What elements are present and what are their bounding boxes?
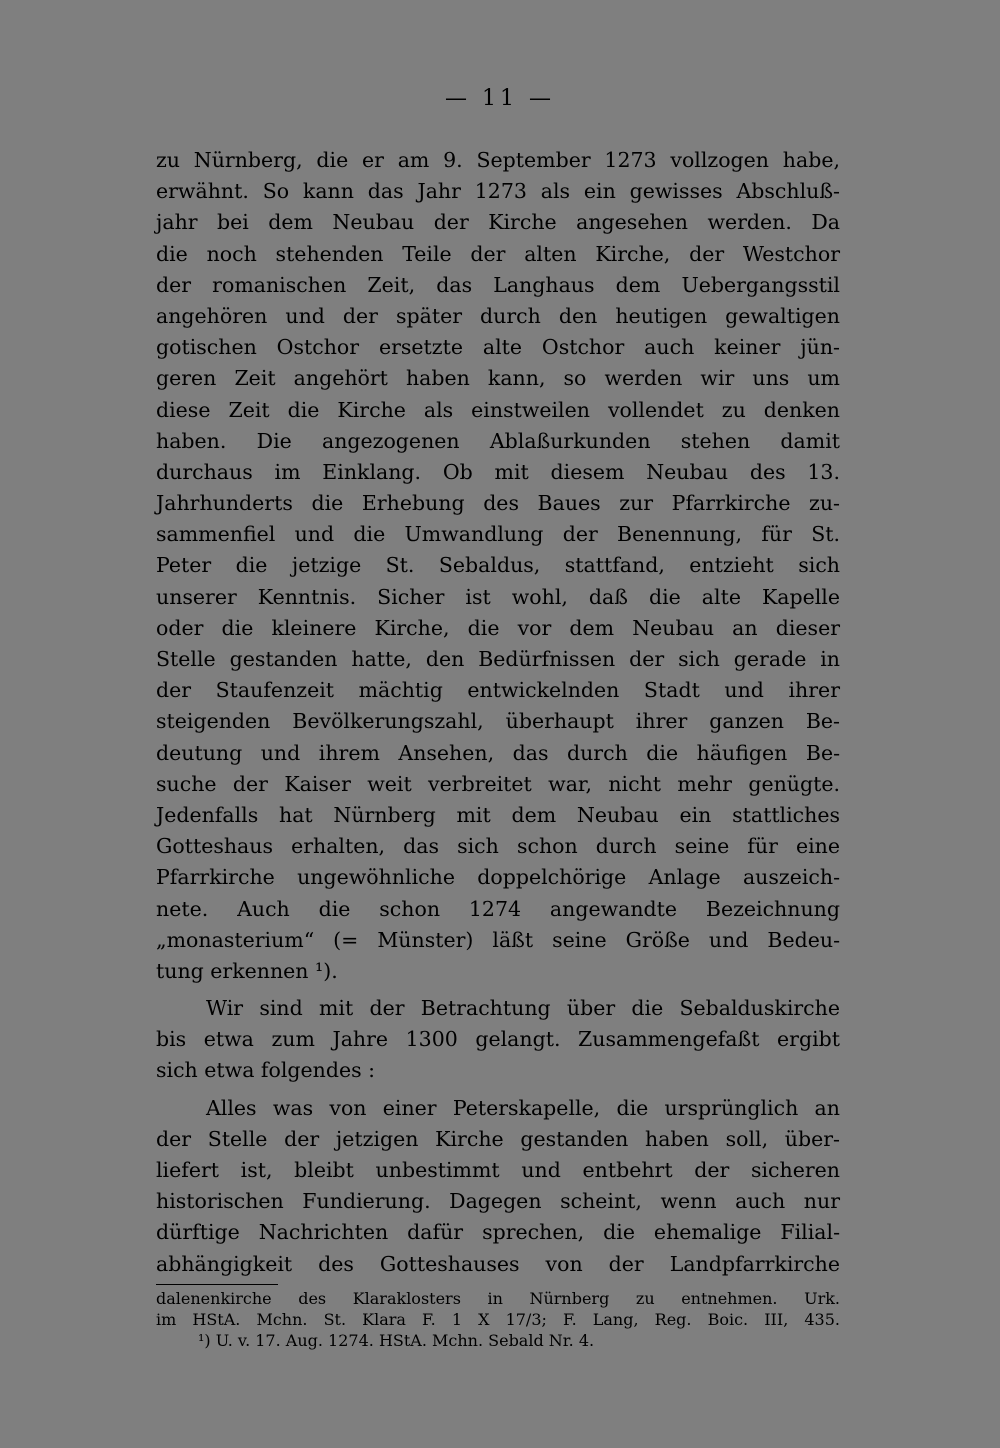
text-line: Wir sind mit der Betrachtung über die Sebalduskirche [206,996,840,1021]
text-line: suche der Kaiser weit verbreitet war, nicht mehr genügte. [156,771,840,796]
text-line: gotischen Ostchor ersetzte alte Ostchor auch keiner jün- [156,335,840,360]
text-line: der Stelle der jetzigen Kirche gestanden haben soll, über- [156,1126,840,1151]
text-line: Gotteshaus erhalten, das sich schon durch seine für eine [156,834,840,859]
footnote-divider [156,1284,278,1285]
footnote-line: ¹) U. v. 17. Aug. 1274. HStA. Mchn. Sebald Nr. 4. [198,1331,595,1350]
text-line: dürftige Nachrichten dafür sprechen, die ehemalige Filial- [156,1220,840,1245]
text-line: geren Zeit angehört haben kann, so werden wir uns um [156,366,840,391]
text-line: der romanischen Zeit, das Langhaus dem Uebergangsstil [156,272,840,297]
text-line: abhängigkeit des Gotteshauses von der Landpfarrkirche [156,1251,840,1276]
text-line: zu Nürnberg, die er am 9. September 1273 vollzogen habe, [156,148,840,172]
text-line: diese Zeit die Kirche als einstweilen vollendet zu denken [156,397,840,422]
paragraph-3 [156,1093,840,1280]
footnote-line: dalenenkirche des Klaraklosters in Nürnberg zu entnehmen. Urk. [156,1289,840,1308]
text-line: bis etwa zum Jahre 1300 gelangt. Zusammengefaßt ergibt [156,1027,840,1052]
text-line: historischen Fundierung. Dagegen scheint, wenn auch nur [156,1189,840,1214]
text-line: tung erkennen ¹). [156,958,338,983]
text-line: sammenfiel und die Umwandlung der Benennung, für St. [156,522,840,547]
text-line: angehören und der später durch den heutigen gewaltigen [156,303,840,328]
paragraph-2 [156,993,840,1087]
text-line: unserer Kenntnis. Sicher ist wohl, daß die alte Kapelle [156,584,840,609]
text-line: „monasterium“ (= Münster) läßt seine Größe und Bedeu- [156,927,840,952]
text-line: nete. Auch die schon 1274 angewandte Bezeichnung [156,896,840,921]
text-line: die noch stehenden Teile der alten Kirche, der Westchor [156,241,840,266]
text-line: deutung und ihrem Ansehen, das durch die häufigen Be- [156,740,840,765]
text-line: Peter die jetzige St. Sebaldus, stattfand, entzieht sich [156,553,840,578]
text-line: Jahrhunderts die Erhebung des Baues zur Pfarrkirche zu- [156,491,840,516]
text-line: Pfarrkirche ungewöhnliche doppelchörige Anlage auszeich- [156,865,840,890]
text-line: Alles was von einer Peterskapelle, die ursprünglich an [206,1095,840,1120]
text-line: steigenden Bevölkerungszahl, überhaupt ihrer ganzen Be- [156,709,840,734]
text-line: oder die kleinere Kirche, die vor dem Neubau an dieser [156,615,840,640]
text-line: jahr bei dem Neubau der Kirche angesehen werden. Da [156,210,840,235]
text-line: liefert ist, bleibt unbestimmt und entbehrt der sicheren [156,1158,840,1182]
paragraph-1 [156,145,840,987]
text-line: Jedenfalls hat Nürnberg mit dem Neubau ein stattliches [156,802,840,827]
main-text [156,145,840,1280]
text-line: der Staufenzeit mächtig entwickelnden Stadt und ihrer [156,678,840,703]
text-line: sich etwa folgendes : [156,1058,376,1083]
text-line: Stelle gestanden hatte, den Bedürfnissen der sich gerade in [156,647,840,671]
text-line: erwähnt. So kann das Jahr 1273 als ein gewisses Abschluß- [156,179,840,204]
text-line: durchaus im Einklang. Ob mit diesem Neubau des 13. [156,459,840,484]
footnotes [156,1288,840,1351]
page-number-header: — 11 — [445,86,555,111]
text-line: haben. Die angezogenen Ablaßurkunden stehen damit [156,428,840,453]
footnote-line: im HStA. Mchn. St. Klara F. 1 X 17/3; F. Lang, Reg. Boic. III, 435. [156,1310,840,1329]
